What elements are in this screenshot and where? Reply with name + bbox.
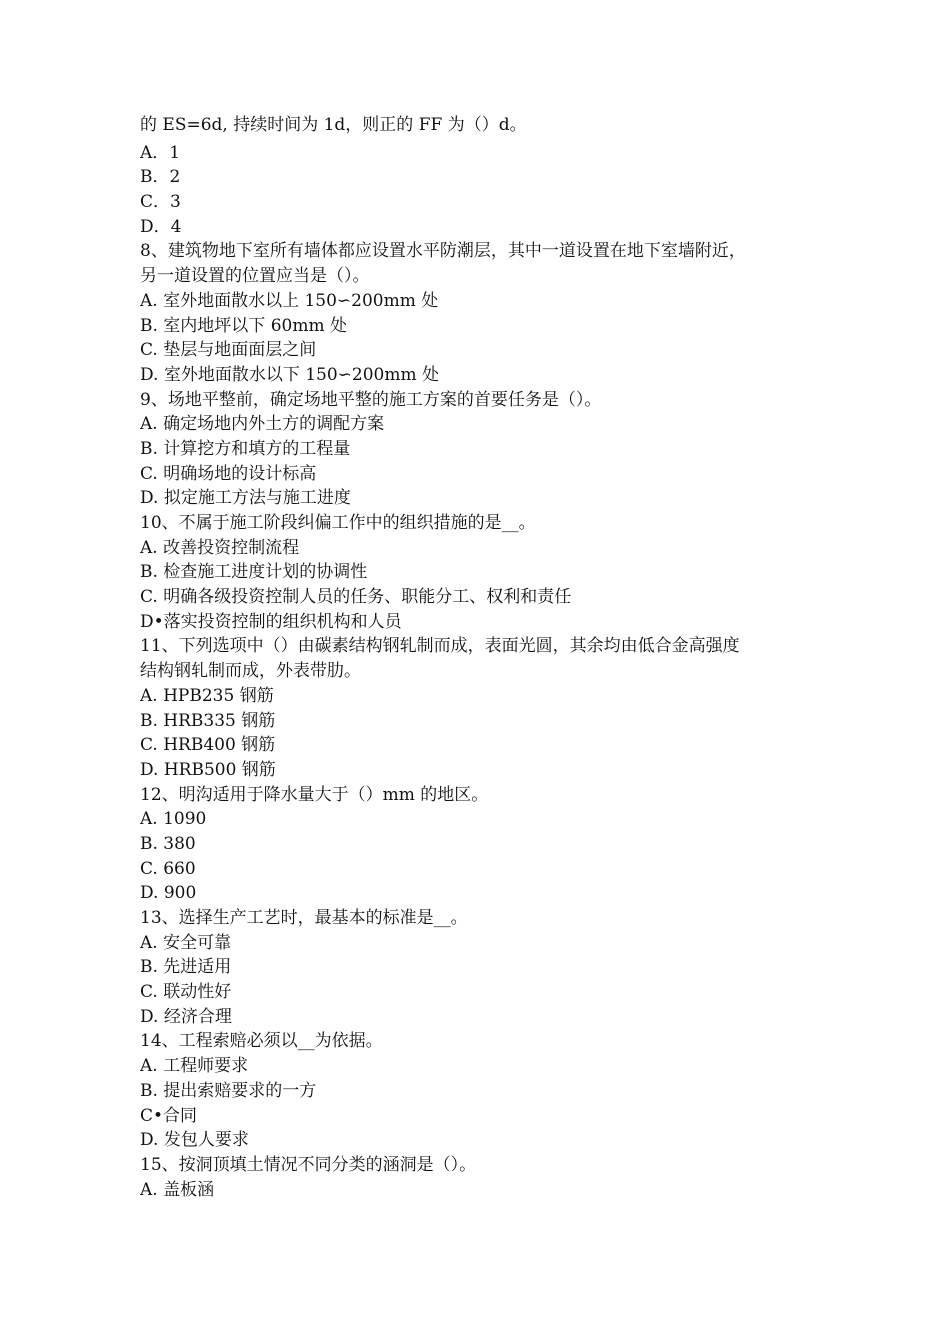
option-q12-b: B. 380 — [140, 833, 196, 854]
option-q13-d: D. 经济合理 — [140, 1006, 232, 1027]
question-9: 9、场地平整前，确定场地平整的施工方案的首要任务是（）。 — [140, 389, 602, 410]
question-10: 10、不属于施工阶段纠偏工作中的组织措施的是__。 — [140, 513, 536, 533]
option-q12-a: A. 1090 — [140, 809, 207, 830]
option-q14-d: D. 发包人要求 — [140, 1130, 249, 1151]
option-q7-b: B．2 — [140, 167, 181, 188]
option-q14-b: B. 提出索赔要求的一方 — [140, 1080, 317, 1101]
option-q9-b: B. 计算挖方和填方的工程量 — [140, 438, 351, 459]
option-q8-d: D. 室外地面散水以下 150∽200mm 处 — [140, 364, 440, 385]
option-q7-c: C．3 — [140, 192, 181, 213]
option-q8-a: A. 室外地面散水以上 150∽200mm 处 — [140, 290, 439, 311]
question-8-cont: 另一道设置的位置应当是（）。 — [140, 266, 370, 287]
option-q10-c: C. 明确各级投资控制人员的任务、职能分工、权利和责任 — [140, 587, 572, 608]
option-q10-a: A. 改善投资控制流程 — [140, 537, 300, 558]
option-q13-a: A. 安全可靠 — [140, 932, 232, 953]
option-q14-c: C•合同 — [140, 1105, 198, 1126]
question-13: 13、选择生产工艺时，最基本的标准是__。 — [140, 908, 468, 928]
option-q11-a: A. HPB235 钢筋 — [140, 685, 274, 706]
question-15: 15、按洞顶填土情况不同分类的涵洞是（）。 — [140, 1154, 477, 1175]
question-11: 11、下列选项中（）由碳素结构钢轧制而成，表面光圆，其余均由低合金高强度 — [140, 636, 740, 657]
option-q12-d: D. 900 — [140, 883, 197, 904]
option-q15-a: A. 盖板涵 — [140, 1179, 215, 1200]
option-q9-d: D. 拟定施工方法与施工进度 — [140, 488, 351, 509]
option-q10-b: B. 检查施工进度计划的协调性 — [140, 562, 368, 583]
option-q11-b: B. HRB335 钢筋 — [140, 710, 276, 731]
option-q8-b: B. 室内地坪以下 60mm 处 — [140, 315, 347, 336]
text-line-q7-end: 的 ES=6d, 持续时间为 1d，则正的 FF 为（）d。 — [140, 115, 527, 135]
option-q10-d: D•落实投资控制的组织机构和人员 — [140, 611, 402, 632]
option-q14-a: A. 工程师要求 — [140, 1056, 249, 1077]
option-q11-d: D. HRB500 钢筋 — [140, 759, 276, 780]
option-q13-b: B. 先进适用 — [140, 957, 232, 978]
option-q7-a: A．1 — [140, 142, 181, 163]
option-q9-a: A. 确定场地内外土方的调配方案 — [140, 414, 385, 435]
question-14: 14、工程索赔必须以__为依据。 — [140, 1031, 383, 1052]
question-11-cont: 结构钢轧制而成，外表带肋。 — [140, 661, 361, 682]
question-8: 8、建筑物地下室所有墙体都应设置水平防潮层，其中一道设置在地下室墙附近， — [140, 241, 746, 262]
option-q11-c: C. HRB400 钢筋 — [140, 735, 276, 756]
question-12: 12、明沟适用于降水量大于（）mm 的地区。 — [140, 784, 489, 805]
option-q7-d: D．4 — [140, 216, 182, 237]
option-q9-c: C. 明确场地的设计标高 — [140, 463, 317, 484]
option-q13-c: C. 联动性好 — [140, 982, 232, 1003]
document-page — [140, 113, 830, 1202]
option-q8-c: C. 垫层与地面面层之间 — [140, 340, 317, 361]
option-q12-c: C. 660 — [140, 858, 196, 879]
